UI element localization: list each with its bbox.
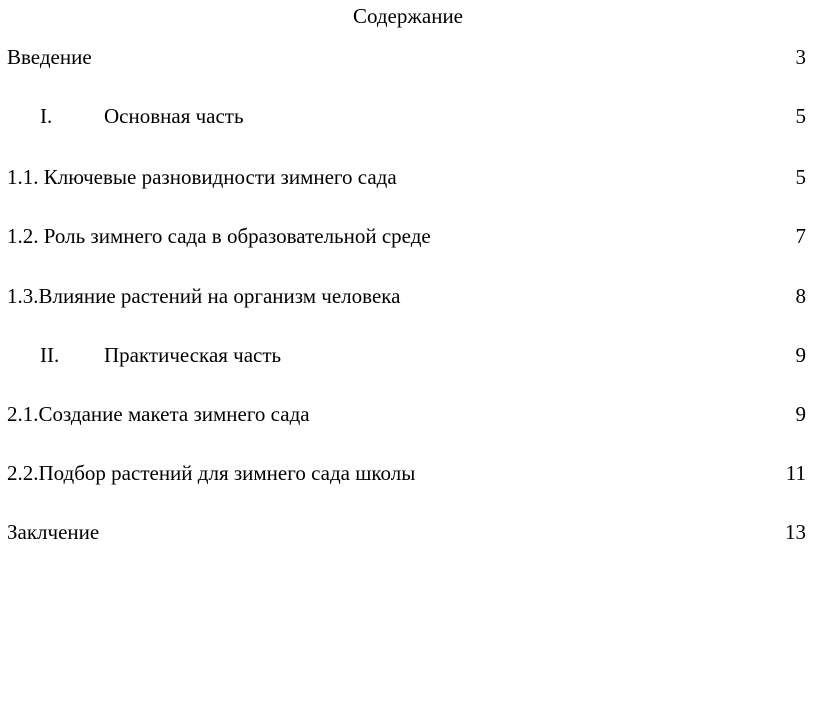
toc-entry-1-3 [0, 283, 816, 309]
toc-entry-page: 3 [795, 45, 806, 69]
toc-entry-page: 5 [795, 165, 806, 189]
toc-entry-practical-part [0, 342, 816, 368]
toc-entry-introduction [0, 44, 816, 70]
toc-entry-label: 1.1. Ключевые разновидности зимнего сада [7, 165, 397, 189]
toc-section-numeral: II. [40, 343, 60, 367]
toc-entry-page: 5 [795, 104, 806, 128]
toc-entry-page: 11 [785, 461, 806, 485]
toc-entry-conclusion [0, 519, 816, 545]
toc-entry-main-part [0, 103, 816, 129]
toc-entry-label: Заклчение [7, 520, 100, 544]
toc-title: Содержание [352, 4, 464, 28]
toc-section-numeral: I. [40, 104, 53, 128]
toc-entry-page: 7 [795, 224, 806, 248]
toc-entry-label: 2.1.Создание макета зимнего сада [7, 402, 310, 426]
toc-entry-2-1 [0, 401, 816, 427]
toc-entry-page: 9 [795, 402, 806, 426]
toc-entry-label: Практическая часть [104, 343, 282, 367]
toc-entry-page: 13 [785, 520, 806, 544]
toc-entry-label: Основная часть [104, 104, 244, 128]
toc-entry-page: 8 [795, 284, 806, 308]
toc-entry-label: 2.2.Подбор растений для зимнего сада школы [7, 461, 416, 485]
toc-entry-label: Введение [7, 45, 92, 69]
toc-entry-1-2 [0, 223, 816, 249]
toc-entry-1-1 [0, 164, 816, 190]
toc-entry-page: 9 [795, 343, 806, 367]
toc-entry-2-2 [0, 460, 816, 486]
toc-entry-label: 1.3.Влияние растений на организм человека [7, 284, 401, 308]
toc-entry-label: 1.2. Роль зимнего сада в образовательной среде [7, 224, 431, 248]
